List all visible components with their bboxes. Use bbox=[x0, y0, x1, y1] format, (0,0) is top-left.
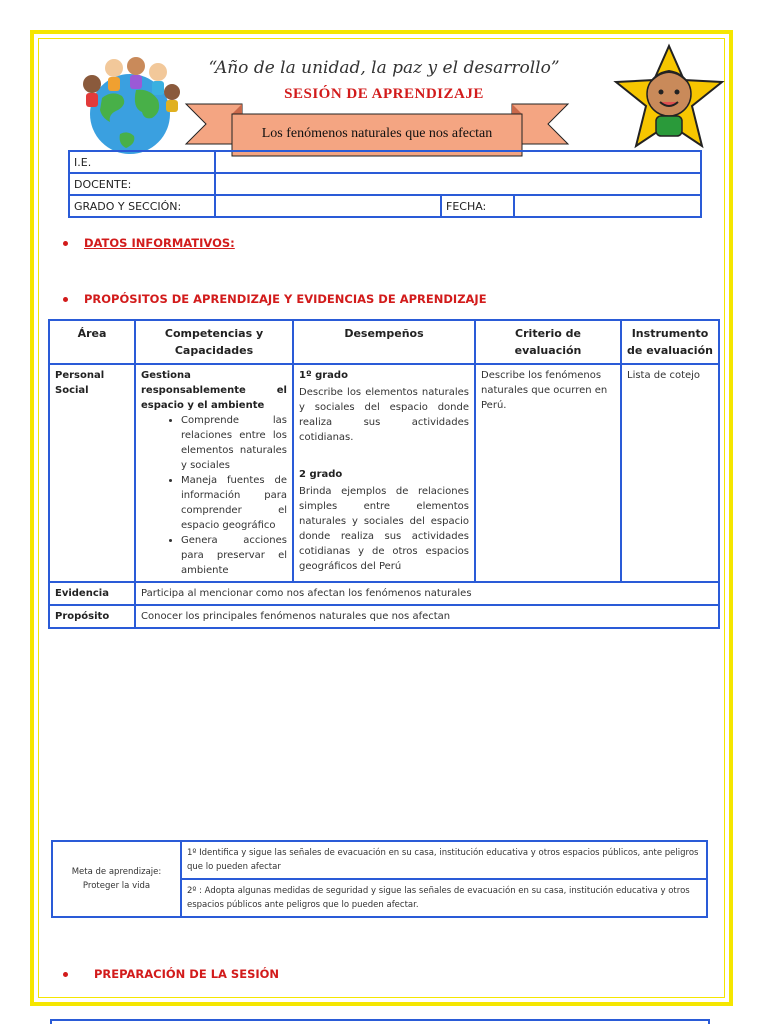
grado2-text: Brinda ejemplos de relaciones simples entre elementos naturales y sociales del espacio donde realiza sus actividades cotidianas y de otros espacios geográficos del Perú bbox=[299, 486, 469, 572]
section-propositos bbox=[63, 292, 487, 306]
header-competencias: Competencias y Capacidades bbox=[135, 320, 293, 364]
grado2-title: 2 grado bbox=[299, 469, 343, 480]
session-title: SESIÓN DE APRENDIZAJE bbox=[284, 86, 484, 102]
ie-label: I.E. bbox=[69, 151, 215, 173]
grado-label: GRADO Y SECCIÓN: bbox=[69, 195, 215, 217]
meta-grado1: 1º Identifica y sigue las señales de evacuación en su casa, institución educativa y otros espacios públicos, ante peligros que lo pueden afectar bbox=[181, 841, 707, 879]
criterio-cell: Describe los fenómenos naturales que ocurren en Perú. bbox=[475, 364, 621, 582]
docente-label: DOCENTE: bbox=[69, 173, 215, 195]
area-cell: Personal Social bbox=[49, 364, 135, 582]
section-propositos-label: PROPÓSITOS DE APRENDIZAJE Y EVIDENCIAS DE APRENDIZAJE bbox=[84, 292, 487, 306]
list-item: • Comprende las relaciones entre los elementos naturales y sociales bbox=[181, 413, 287, 473]
header-criterio: Criterio de evaluación bbox=[475, 320, 621, 364]
proposito-row bbox=[49, 605, 719, 628]
instrumento-cell: Lista de cotejo bbox=[621, 364, 719, 582]
grado1-title: 1º grado bbox=[299, 370, 348, 381]
evidencia-row bbox=[49, 582, 719, 605]
header-instrumento: Instrumento de evaluación bbox=[621, 320, 719, 364]
competencias-cell bbox=[135, 364, 293, 582]
meta-label: Meta de aprendizaje: Proteger la vida bbox=[52, 841, 181, 917]
fecha-value[interactable] bbox=[514, 195, 701, 217]
proposito-label: Propósito bbox=[49, 605, 135, 628]
competencia-title: Gestiona responsablemente el espacio y el ambiente bbox=[141, 370, 287, 411]
header-area: Área bbox=[49, 320, 135, 364]
capacidades-list bbox=[141, 413, 287, 578]
info-row-grado bbox=[69, 195, 701, 217]
list-item: • Genera acciones para preservar el ambiente bbox=[181, 533, 287, 578]
proposito-text: Conocer los principales fenómenos naturales que nos afectan bbox=[135, 605, 719, 628]
section-preparacion bbox=[63, 967, 279, 981]
info-row-docente bbox=[69, 173, 701, 195]
section-datos bbox=[63, 236, 235, 250]
lesson-title: Los fenómenos naturales que nos afectan bbox=[261, 126, 493, 141]
school-info-table bbox=[68, 150, 702, 218]
learning-goal-table bbox=[51, 840, 708, 918]
bullet-dot bbox=[63, 972, 68, 977]
year-motto: “Año de la unidad, la paz y el desarrollo” bbox=[208, 58, 560, 78]
table-row bbox=[49, 364, 719, 582]
grado1-text: Describe los elementos naturales y sociales del espacio donde realiza sus actividades cotidianas. bbox=[299, 387, 469, 443]
desempenos-cell bbox=[293, 364, 475, 582]
evidencia-label: Evidencia bbox=[49, 582, 135, 605]
table-header-row bbox=[49, 320, 719, 364]
fecha-label: FECHA: bbox=[441, 195, 514, 217]
header-desempenos: Desempeños bbox=[293, 320, 475, 364]
meta-row-1 bbox=[52, 841, 707, 879]
next-table-edge bbox=[50, 1019, 710, 1024]
learning-purposes-table bbox=[48, 319, 720, 629]
bullet-dot bbox=[63, 297, 68, 302]
ie-value[interactable] bbox=[215, 151, 701, 173]
list-item: • Maneja fuentes de información para comprender el espacio geográfico bbox=[181, 473, 287, 533]
section-datos-label: DATOS INFORMATIVOS: bbox=[84, 236, 235, 250]
grado-value[interactable] bbox=[215, 195, 441, 217]
info-row-ie bbox=[69, 151, 701, 173]
evidencia-text: Participa al mencionar como nos afectan los fenómenos naturales bbox=[135, 582, 719, 605]
section-preparacion-label: PREPARACIÓN DE LA SESIÓN bbox=[94, 967, 280, 981]
docente-value[interactable] bbox=[215, 173, 701, 195]
bullet-dot bbox=[63, 241, 68, 246]
meta-grado2: 2º : Adopta algunas medidas de seguridad y sigue las señales de evacuación en su casa, institución educativa y otros espacios públicos ante peligros que lo pueden afectar. bbox=[181, 879, 707, 917]
